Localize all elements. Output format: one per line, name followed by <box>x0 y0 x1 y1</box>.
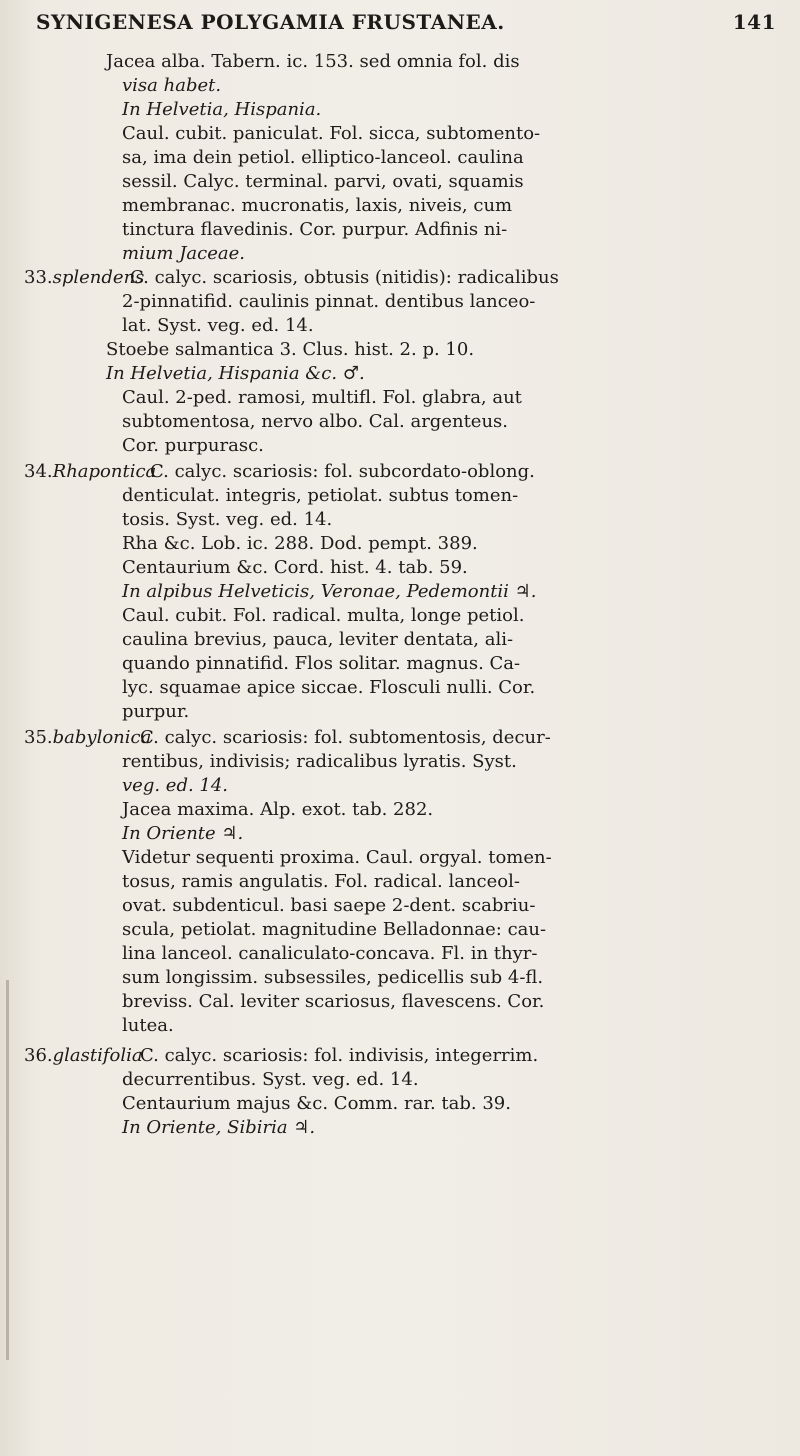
species-name: glastifolia <box>52 1045 143 1066</box>
running-head-title: SYNIGENESA POLYGAMIA FRUSTANEA. <box>36 10 505 34</box>
text-line: Caul. cubit. Fol. radical. multa, longe petiol. <box>122 605 525 626</box>
text-line: C. calyc. scariosis, obtusis (nitidis): radicalibus <box>130 267 559 288</box>
text-line: Stoebe salmantica 3. Clus. hist. 2. p. 10. <box>106 339 475 360</box>
text-line: denticulat. integris, petiolat. subtus tomen- <box>122 485 519 506</box>
text-line: veg. ed. 14. <box>122 775 229 796</box>
species-number: 35. <box>24 727 53 748</box>
text-line: sessil. Calyc. terminal. parvi, ovati, squamis <box>122 171 524 192</box>
text-line: Cor. purpurasc. <box>122 435 264 456</box>
text-line: lyc. squamae apice siccae. Flosculi nulli. Cor. <box>122 677 536 698</box>
text-line: purpur. <box>122 701 190 722</box>
text-line: Centaurium majus &c. Comm. rar. tab. 39. <box>122 1093 511 1114</box>
species-name: Rhapontica <box>52 461 157 482</box>
text-line: C. calyc. scariosis: fol. subcordato-oblong. <box>150 461 535 482</box>
text-line: In Oriente, Sibiria ♃. <box>122 1117 316 1138</box>
text-line: Rha &c. Lob. ic. 288. Dod. pempt. 389. <box>122 533 478 554</box>
text-line: caulina brevius, pauca, leviter dentata, ali- <box>122 629 514 650</box>
text-line: Jacea maxima. Alp. exot. tab. 282. <box>122 799 434 820</box>
page-gutter-shadow <box>6 980 9 1360</box>
text-line: Jacea alba. Tabern. ic. 153. sed omnia fol. dis <box>106 51 520 72</box>
text-line: rentibus, indivisis; radicalibus lyratis. Syst. <box>122 751 517 772</box>
text-line: In alpibus Helveticis, Veronae, Pedemontii ♃. <box>122 581 537 602</box>
text-line: tinctura flavedinis. Cor. purpur. Adfinis ni- <box>122 219 508 240</box>
text-line: sa, ima dein petiol. elliptico-lanceol. caulina <box>122 147 524 168</box>
running-head <box>36 10 776 34</box>
text-line: Videtur sequenti proxima. Caul. orgyal. tomen- <box>122 847 552 868</box>
text-line: ovat. subdenticul. basi saepe 2-dent. scabriu- <box>122 895 536 916</box>
text-line: scula, petiolat. magnitudine Belladonnae: cau- <box>122 919 547 940</box>
text-line: tosus, ramis angulatis. Fol. radical. lanceol- <box>122 871 520 892</box>
text-line: Centaurium &c. Cord. hist. 4. tab. 59. <box>122 557 468 578</box>
text-line: mium Jaceae. <box>122 243 245 264</box>
species-label <box>24 460 156 484</box>
text-line: lina lanceol. canaliculato-concava. Fl. in thyr- <box>122 943 538 964</box>
text-line: membranac. mucronatis, laxis, niveis, cum <box>122 195 513 216</box>
text-line: In Oriente ♃. <box>122 823 244 844</box>
species-label <box>24 726 151 750</box>
species-number: 33. <box>24 267 53 288</box>
page-number: 141 <box>732 10 776 34</box>
text-line: subtomentosa, nervo albo. Cal. argenteus. <box>122 411 509 432</box>
species-label <box>24 266 144 290</box>
species-name: babylonica <box>52 727 152 748</box>
text-line: breviss. Cal. leviter scariosus, flavescens. Cor. <box>122 991 545 1012</box>
text-line: sum longissim. subsessiles, pedicellis sub 4-fl. <box>122 967 544 988</box>
species-number: 34. <box>24 461 53 482</box>
text-line: In Helvetia, Hispania &c. ♂. <box>106 363 365 384</box>
text-line: visa habet. <box>122 75 222 96</box>
text-line: C. calyc. scariosis: fol. indivisis, integerrim. <box>140 1045 539 1066</box>
text-line: decurrentibus. Syst. veg. ed. 14. <box>122 1069 419 1090</box>
species-number: 36. <box>24 1045 53 1066</box>
text-line: Caul. 2-ped. ramosi, multifl. Fol. glabra, aut <box>122 387 522 408</box>
species-name: splendens <box>52 267 145 288</box>
species-label <box>24 1044 143 1068</box>
text-line: 2-pinnatifid. caulinis pinnat. dentibus lanceo- <box>122 291 536 312</box>
text-line: lutea. <box>122 1015 174 1036</box>
text-line: tosis. Syst. veg. ed. 14. <box>122 509 333 530</box>
text-line: C. calyc. scariosis: fol. subtomentosis, decur- <box>140 727 551 748</box>
text-line: quando pinnatifid. Flos solitar. magnus. Ca- <box>122 653 521 674</box>
text-line: lat. Syst. veg. ed. 14. <box>122 315 314 336</box>
text-line: In Helvetia, Hispania. <box>122 99 322 120</box>
text-line: Caul. cubit. paniculat. Fol. sicca, subtomento- <box>122 123 541 144</box>
